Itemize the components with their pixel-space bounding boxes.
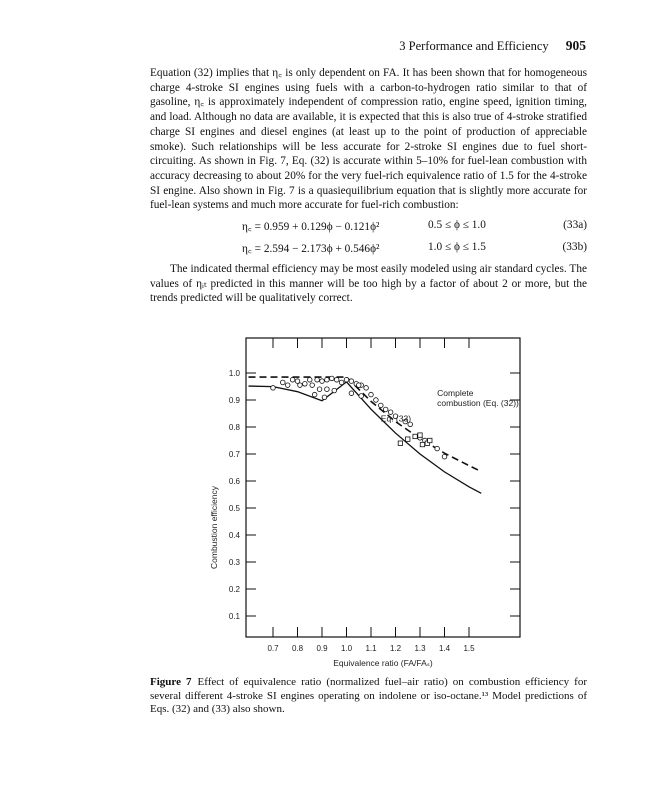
x-axis-label: Equivalence ratio (FA/FAₛ) xyxy=(333,658,433,668)
data-point-circle xyxy=(271,386,276,391)
data-point-circle xyxy=(298,383,303,388)
y-axis-label: Combustion efficiency xyxy=(209,486,219,569)
y-tick-label: 0.6 xyxy=(228,477,240,486)
x-tick-label: 0.9 xyxy=(316,644,328,653)
data-point-circle xyxy=(315,377,320,382)
y-tick-label: 0.9 xyxy=(228,396,240,405)
data-point-circle xyxy=(364,386,369,391)
data-point-circle xyxy=(325,377,330,382)
equation-expression: η꜀ = 0.959 + 0.129ϕ − 0.121ϕ² xyxy=(242,221,380,233)
data-point-square xyxy=(398,441,402,445)
chart-annotation: Complete xyxy=(437,387,474,398)
x-tick-label: 1.0 xyxy=(340,644,353,653)
data-point-circle xyxy=(325,387,330,392)
x-tick-label: 0.7 xyxy=(267,644,279,653)
data-point-circle xyxy=(339,380,344,385)
data-point-circle xyxy=(307,377,312,382)
data-point-circle xyxy=(374,398,379,403)
data-point-circle xyxy=(330,376,335,381)
data-point-square xyxy=(420,442,424,446)
data-point-circle xyxy=(332,388,337,393)
figure-caption-text: Effect of equivalence ratio (normalized fuel–air ratio) on combustion efficiency for several different 4-stroke SI engines operating on indolene or iso-octane.¹³ Model predictions of Eqs. (32) and (33) also shown. xyxy=(150,676,587,715)
figure-caption-label: Figure 7 xyxy=(150,676,192,688)
equation-range: 0.5 ≤ ϕ ≤ 1.0 xyxy=(428,219,486,231)
chart-annotation: combustion (Eq. (32)) xyxy=(437,398,519,409)
data-point-circle xyxy=(281,380,286,385)
y-tick-label: 0.8 xyxy=(228,423,240,432)
data-point-circle xyxy=(359,394,364,399)
x-tick-label: 1.4 xyxy=(438,644,451,653)
chart-annotation: Eq. (33) xyxy=(380,413,412,424)
equation-tag: (33a) xyxy=(563,219,587,231)
y-tick-label: 0.2 xyxy=(228,585,240,594)
body-paragraph-1: Equation (32) implies that η꜀ is only dependent on FA. It has been shown that for homogeneous charge 4-stroke SI engines using fuels with a carbon-to-hydrogen ratio similar to that of gasoline, η꜀ is approximately independent of compression ratio, engine speed, ignition timing, and load. Although no data are available, it is expected that this is also true of 4-stroke stratified charge SI engines and diesel engines (at least up to the point of production of appreciable smoke). Such relationships will be less accurate for 2-stroke SI engines due to fuel short-circuiting. As shown in Fig. 7, Eq. (32) is accurate within 5–10% for fuel-lean combustion with accuracy decreasing to about 20% for the very fuel-rich equivalence ratio of 1.5 for the 4-stroke SI engine. Also shown in Fig. 7 is a quasiequilibrium equation that is slightly more accurate for fuel-lean systems and much more accurate for fuel-rich combustion: xyxy=(150,67,587,212)
data-point-circle xyxy=(317,387,322,392)
figure-caption xyxy=(150,676,587,717)
data-point-circle xyxy=(285,383,290,388)
equation-expression: η꜀ = 2.594 − 2.173ϕ + 0.546ϕ² xyxy=(242,243,380,255)
section-title: 3 Performance and Efficiency xyxy=(399,39,549,53)
data-point-circle xyxy=(322,395,327,400)
data-point-square xyxy=(428,438,432,442)
x-tick-label: 0.8 xyxy=(291,644,304,653)
data-point-circle xyxy=(349,379,354,384)
data-point-circle xyxy=(369,392,374,397)
equation-tag: (33b) xyxy=(562,241,587,253)
x-tick-label: 1.5 xyxy=(463,644,475,653)
data-point-circle xyxy=(303,382,308,387)
data-point-square xyxy=(413,434,417,438)
data-point-circle xyxy=(383,407,388,412)
data-point-square xyxy=(406,437,410,441)
y-tick-label: 0.3 xyxy=(228,558,240,567)
x-tick-label: 1.1 xyxy=(365,644,377,653)
equation-range: 1.0 ≤ ϕ ≤ 1.5 xyxy=(428,241,486,253)
data-point-circle xyxy=(320,379,325,384)
data-point-square xyxy=(418,433,422,437)
y-tick-label: 0.4 xyxy=(228,531,240,540)
body-paragraph-2: The indicated thermal efficiency may be most easily modeled using air standard cycles. The values of ηᵢₜ predicted in this manner will be too high by a factor of about 2 or more, but the trends predicted will be qualitatively correct. xyxy=(150,263,587,305)
data-point-circle xyxy=(334,377,339,382)
y-tick-label: 1.0 xyxy=(228,369,240,378)
y-tick-label: 0.1 xyxy=(228,612,240,621)
data-point-circle xyxy=(344,377,349,382)
data-point-circle xyxy=(349,391,354,396)
data-point-circle xyxy=(442,454,447,459)
data-point-circle xyxy=(435,446,440,451)
y-tick-label: 0.7 xyxy=(228,450,240,459)
y-tick-label: 0.5 xyxy=(228,504,240,513)
x-tick-label: 1.2 xyxy=(389,644,402,653)
data-point-circle xyxy=(290,377,295,382)
data-point-circle xyxy=(312,392,317,397)
page-number: 905 xyxy=(565,38,586,53)
x-tick-label: 1.3 xyxy=(414,644,426,653)
data-point-circle xyxy=(356,383,361,388)
data-point-circle xyxy=(379,403,384,408)
data-point-circle xyxy=(310,383,315,388)
